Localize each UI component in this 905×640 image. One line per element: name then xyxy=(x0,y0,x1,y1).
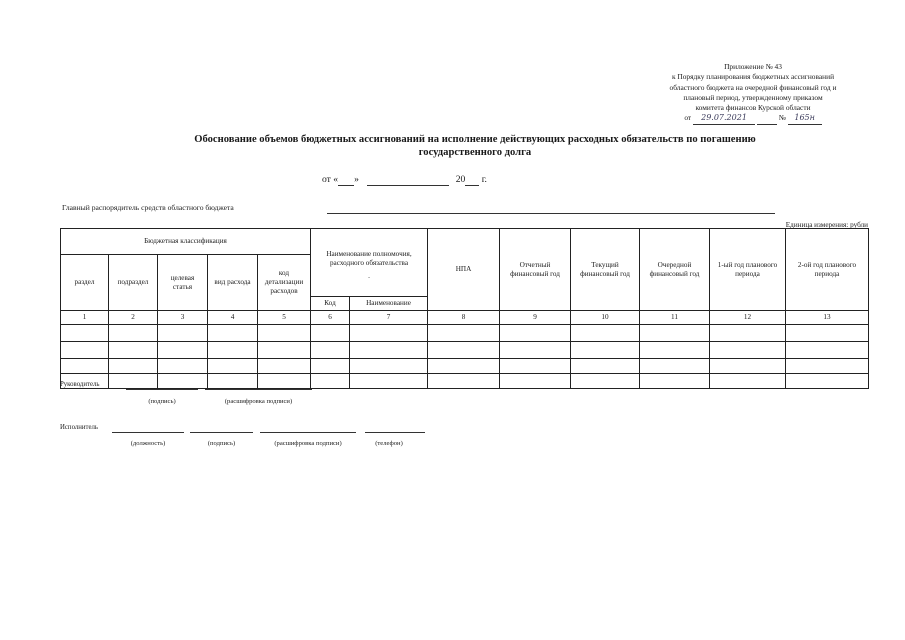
column-number: 10 xyxy=(571,311,640,325)
appendix-date-value: 29.07.2021 xyxy=(693,113,755,124)
section-header: раздел xyxy=(61,255,109,311)
table-cell[interactable] xyxy=(786,374,869,389)
year-prefix: 20 xyxy=(455,174,466,185)
head-sign-field[interactable] xyxy=(126,389,198,390)
executor-position-caption: (должность) xyxy=(130,440,166,447)
executor-phone-caption: (телефон) xyxy=(375,440,403,447)
head-decode-field[interactable] xyxy=(205,389,312,390)
plan-year-2-line-1: 2-ой год планового xyxy=(797,260,857,269)
authority-header-line-2: расходного обязательства xyxy=(329,259,409,267)
table-cell[interactable] xyxy=(61,342,109,359)
report-year-line-1: Отчетный xyxy=(519,260,551,269)
table-cell[interactable] xyxy=(640,342,710,359)
head-decode-caption: (расшифровка подписи) xyxy=(224,398,293,405)
table-cell[interactable] xyxy=(350,342,428,359)
table-cell[interactable] xyxy=(258,325,311,342)
title-line-2: государственного долга xyxy=(418,147,532,158)
table-cell[interactable] xyxy=(61,359,109,374)
head-sign-caption: (подпись) xyxy=(148,398,176,405)
npa-header: НПА xyxy=(428,229,500,311)
target-article-header xyxy=(158,255,208,311)
appendix-text-4: комитета финансов Курской области xyxy=(695,103,811,113)
executor-label: Исполнитель xyxy=(60,424,99,431)
appendix-block xyxy=(638,62,868,125)
table-cell[interactable] xyxy=(350,325,428,342)
table-cell[interactable] xyxy=(786,342,869,359)
table-cell[interactable] xyxy=(258,374,311,389)
date-line xyxy=(322,174,487,186)
column-number: 6 xyxy=(311,311,350,325)
report-year-line-2: финансовый год xyxy=(510,269,560,278)
table-cell[interactable] xyxy=(311,374,350,389)
table-cell[interactable] xyxy=(158,359,208,374)
column-number: 9 xyxy=(500,311,571,325)
table-cell[interactable] xyxy=(109,359,158,374)
table-cell[interactable] xyxy=(428,342,500,359)
year-suffix: г. xyxy=(481,174,487,185)
table-cell[interactable] xyxy=(208,325,258,342)
units-label: Единица измерения: рубли xyxy=(785,221,868,229)
plan-year-1-header xyxy=(710,229,786,311)
expense-detail-line-2: детализации xyxy=(264,278,304,286)
table-cell[interactable] xyxy=(109,342,158,359)
expense-detail-line-3: расходов xyxy=(270,287,298,295)
table-cell[interactable] xyxy=(640,359,710,374)
column-number: 7 xyxy=(350,311,428,325)
table-cell[interactable] xyxy=(571,359,640,374)
table-row xyxy=(61,374,869,389)
appendix-date-prefix: от xyxy=(684,113,692,123)
main-manager-label: Главный распорядитель средств областного бюджета xyxy=(62,203,234,212)
date-from: от xyxy=(322,174,331,185)
table-cell[interactable] xyxy=(158,374,208,389)
current-year-line-2: финансовый год xyxy=(580,269,630,278)
subsection-header: подраздел xyxy=(109,255,158,311)
table-cell[interactable] xyxy=(428,325,500,342)
table-row xyxy=(61,325,869,342)
table-cell[interactable] xyxy=(710,325,786,342)
date-close-quote: » xyxy=(354,174,359,185)
date-open-quote: « xyxy=(333,174,339,185)
next-year-header xyxy=(640,229,710,311)
table-cell[interactable] xyxy=(428,359,500,374)
appendix-number-value: 165н xyxy=(788,113,822,124)
appendix-text-3: плановый период, утвержденному приказом xyxy=(683,92,823,102)
table-cell[interactable] xyxy=(500,374,571,389)
appendix-date-line xyxy=(638,113,868,124)
appendix-date-gap xyxy=(757,113,777,124)
next-year-line-1: Очередной xyxy=(657,260,692,269)
appendix-number: Приложение № 43 xyxy=(724,62,782,71)
table-cell[interactable] xyxy=(786,359,869,374)
table-cell[interactable] xyxy=(258,342,311,359)
authority-header-line-1: Наименование полномочия, xyxy=(326,250,412,258)
budget-classification-header: Бюджетная классификация xyxy=(61,229,311,255)
next-year-line-2: финансовый год xyxy=(649,269,700,278)
plan-year-2-line-2: периода xyxy=(814,269,840,278)
expense-detail-header xyxy=(258,255,311,311)
plan-year-2-header xyxy=(786,229,869,311)
table-cell[interactable] xyxy=(350,359,428,374)
authority-header-dot: . xyxy=(368,272,370,280)
table-cell[interactable] xyxy=(786,325,869,342)
month-blank[interactable] xyxy=(367,174,449,186)
table-cell[interactable] xyxy=(500,342,571,359)
appendix-number-prefix: № xyxy=(778,113,786,123)
table-cell[interactable] xyxy=(428,374,500,389)
executor-decode-field[interactable] xyxy=(260,432,356,433)
current-year-line-1: Текущий xyxy=(591,260,619,269)
table-cell[interactable] xyxy=(500,359,571,374)
table-cell[interactable] xyxy=(311,359,350,374)
column-number-row xyxy=(61,311,869,325)
target-article-line-1: целевая xyxy=(170,273,195,282)
authority-header xyxy=(311,229,428,297)
column-number: 13 xyxy=(786,311,869,325)
table-cell[interactable] xyxy=(571,342,640,359)
table-cell[interactable] xyxy=(109,374,158,389)
table-cell[interactable] xyxy=(158,325,208,342)
column-number: 5 xyxy=(258,311,311,325)
column-number: 12 xyxy=(710,311,786,325)
table-cell[interactable] xyxy=(311,325,350,342)
table-cell[interactable] xyxy=(640,325,710,342)
expense-type-header: вид расхода xyxy=(208,255,258,311)
appendix-text-2: областного бюджета на очередной финансовый год и xyxy=(669,82,837,92)
executor-phone-field[interactable] xyxy=(365,432,425,433)
executor-sign-field[interactable] xyxy=(190,432,253,433)
main-manager-field[interactable] xyxy=(327,213,775,214)
plan-year-1-line-2: периода xyxy=(735,269,760,278)
code-header: Код xyxy=(311,297,350,311)
table-cell[interactable] xyxy=(710,359,786,374)
column-number: 3 xyxy=(158,311,208,325)
table-cell[interactable] xyxy=(710,374,786,389)
column-number: 11 xyxy=(640,311,710,325)
executor-position-field[interactable] xyxy=(112,432,184,433)
table-cell[interactable] xyxy=(571,374,640,389)
current-year-header xyxy=(571,229,640,311)
table-cell[interactable] xyxy=(258,359,311,374)
table-cell[interactable] xyxy=(640,374,710,389)
title-line-1: Обоснование объемов бюджетных ассигнований на исполнение действующих расходных обязательств по погашению xyxy=(194,134,756,145)
table-row xyxy=(61,342,869,359)
expense-detail-line-1: код xyxy=(278,269,290,277)
table-cell[interactable] xyxy=(158,342,208,359)
year-blank[interactable] xyxy=(465,174,479,186)
name-header: Наименование xyxy=(350,297,428,311)
budget-table xyxy=(60,228,869,389)
table-cell[interactable] xyxy=(350,374,428,389)
document-title xyxy=(140,133,810,159)
column-number: 1 xyxy=(61,311,109,325)
column-number: 4 xyxy=(208,311,258,325)
head-label: Руководитель xyxy=(60,381,100,388)
table-cell[interactable] xyxy=(208,374,258,389)
day-blank[interactable] xyxy=(338,174,354,186)
table-cell[interactable] xyxy=(500,325,571,342)
table-cell[interactable] xyxy=(208,359,258,374)
plan-year-1-line-1: 1-ый год планового xyxy=(717,260,778,269)
column-number: 8 xyxy=(428,311,500,325)
appendix-text-1: к Порядку планирования бюджетных ассигнований xyxy=(671,72,835,82)
table-row xyxy=(61,359,869,374)
report-year-header xyxy=(500,229,571,311)
table-cell[interactable] xyxy=(710,342,786,359)
target-article-line-2: статья xyxy=(172,282,193,291)
table-cell[interactable] xyxy=(311,342,350,359)
column-number: 2 xyxy=(109,311,158,325)
table-cell[interactable] xyxy=(61,325,109,342)
executor-sign-caption: (подпись) xyxy=(207,440,236,447)
table-cell[interactable] xyxy=(208,342,258,359)
executor-decode-caption: (расшифровка подписи) xyxy=(274,440,342,447)
table-cell[interactable] xyxy=(109,325,158,342)
table-cell[interactable] xyxy=(571,325,640,342)
